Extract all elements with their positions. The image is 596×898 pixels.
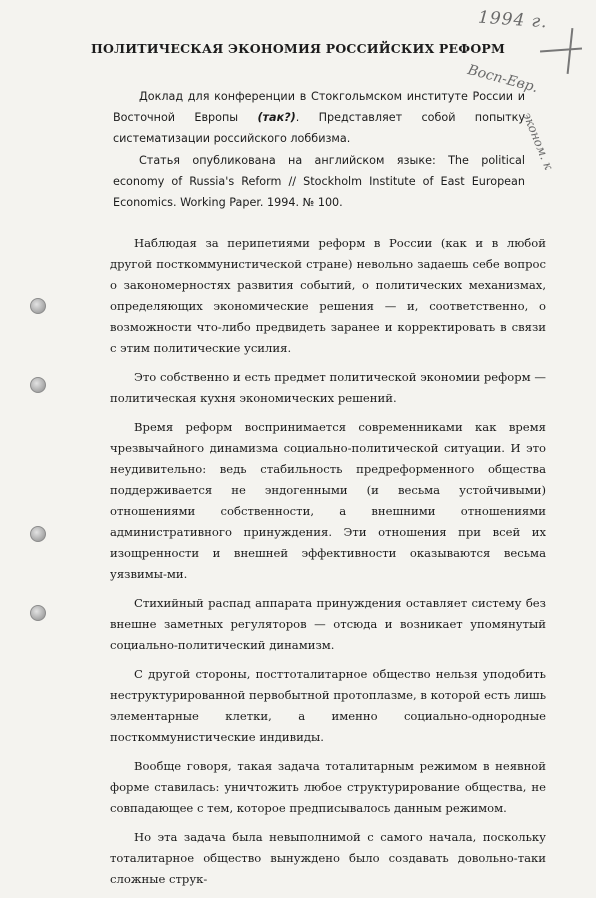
body-paragraph: Стихийный распад аппарата принуждения оставляет систему без внешне заметных регуляторов — отсюда и возникает упомянутый социально-политический динамизм. (110, 596, 546, 652)
publication-note (113, 150, 525, 213)
punch-hole (30, 605, 46, 621)
article-body (110, 233, 546, 898)
body-paragraph: Наблюдая за перипетиями реформ в России (как и в любой другой посткоммунистической стране) невольно задаешь себе вопрос о закономерностях развития событий, о политических механизмах, определяющих экономические решения — и, соответственно, о возможности что-либо предвидеть заранее и корректировать в связи с этим политические усилия. (110, 236, 546, 355)
abstract-note (113, 86, 525, 149)
body-paragraph: С другой стороны, посттоталитарное общество нельзя уподобить неструктурированной первобытной протоплазме, в которой есть лишь элементарные клетки, а именно социально-однородные посткоммунистические индивиды. (110, 667, 547, 744)
publication-paragraph: Статья опубликована на английском языке: The political economy of Russia's Reform // Stockholm Institute of East European Economics. Working Paper. 1994. № 100. (113, 154, 525, 209)
abstract-text: . Представляет собой попытку систематизации российского лоббизма. (113, 111, 525, 145)
abstract-emphasis: (так?) (257, 111, 296, 124)
punch-hole (30, 526, 46, 542)
article-title: ПОЛИТИЧЕСКАЯ ЭКОНОМИЯ РОССИЙСКИХ РЕФОРМ (90, 41, 506, 56)
handwritten-note: Восп-Евр. (465, 62, 540, 97)
punch-hole (30, 377, 46, 393)
body-paragraph: Вообще говоря, такая задача тоталитарным режимом в неявной форме ставилась: уничтожить любое структурирование общества, не совпадающее с тем, которое предписывалось данным режимом. (110, 759, 546, 815)
abstract-text: Доклад для конференции в Стокгольмском институте России и Восточной Европы (113, 90, 525, 124)
body-paragraph: Время реформ воспринимается современниками как время чрезвычайного динамизма социально-политической ситуации. И это неудивительно: ведь стабильность предреформенного общества поддерживается не эндогенными (и весьма устойчивыми) отношениями собственности, а внешними отношениями административного принуждения. Эти отношения при всей их изощренности и внешней эффективности оказываются весьма уязвимы-ми. (110, 420, 546, 581)
handwritten-year: 1994 г. (477, 7, 549, 33)
body-paragraph: Но эта задача была невыполнимой с самого начала, поскольку тоталитарное общество вынуждено было создавать довольно-таки сложные струк- (110, 830, 546, 886)
abstract-paragraph (113, 86, 525, 149)
body-paragraph: Это собственно и есть предмет политической экономии реформ — политическая кухня экономических решений. (110, 370, 546, 405)
handwritten-note: эконом. к (520, 110, 556, 172)
punch-hole (30, 298, 46, 314)
